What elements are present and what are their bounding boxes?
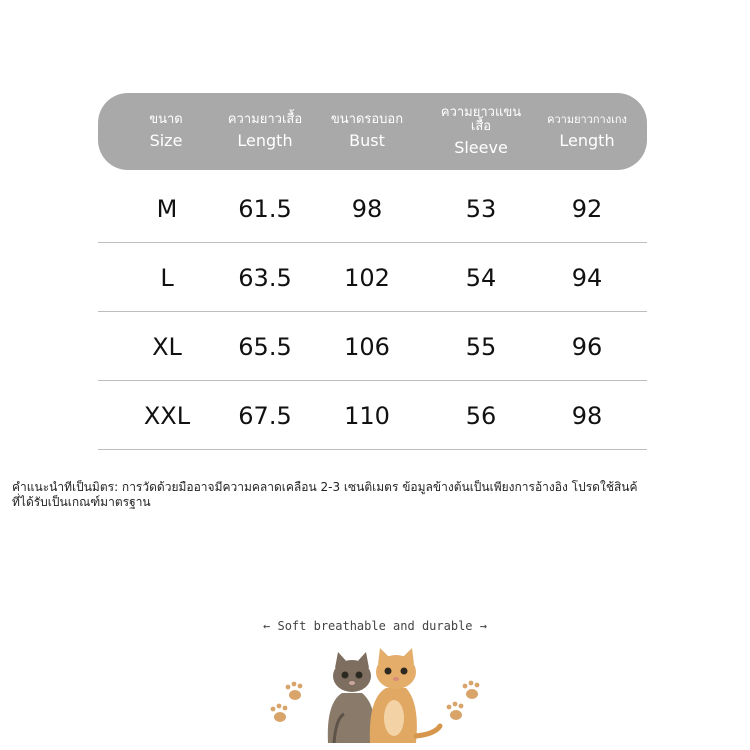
header-pants-length-en: Length [559, 130, 615, 150]
cell-size: XXL [143, 402, 191, 430]
cell-length: 67.5 [238, 402, 292, 430]
table-row [98, 313, 647, 381]
header-bust-en: Bust [349, 130, 385, 150]
row-divider [98, 242, 647, 243]
cell-length: 65.5 [238, 333, 292, 361]
header-size-th: ขนาด [149, 111, 183, 127]
cell-pants-length: 94 [571, 264, 603, 292]
header-sleeve-en: Sleeve [454, 137, 508, 157]
size-table-header [98, 93, 647, 170]
row-divider [98, 449, 647, 450]
cell-sleeve: 54 [465, 264, 497, 292]
header-bust [312, 93, 422, 170]
cell-pants-length: 96 [571, 333, 603, 361]
header-pants-length [532, 93, 642, 170]
table-row [98, 244, 647, 312]
cell-size: M [156, 195, 178, 223]
cell-pants-length: 98 [571, 402, 603, 430]
note-line-1: คำแนะนำที่เป็นมิตร: การวัดด้วยมืออาจมีความคลาดเคลื่อน 2-3 เซนติเมตร ข้อมูลข้างต้นเป็นเพียงการอ้างอิง โปรดใช้สินค้ [12, 480, 638, 494]
header-size-en: Size [149, 130, 183, 150]
paw-icon [271, 682, 303, 722]
header-sleeve-th: ความยาวแขนเสื้อ [440, 104, 522, 134]
cell-sleeve: 53 [465, 195, 497, 223]
tagline: ← Soft breathable and durable → [263, 619, 487, 633]
header-bust-th: ขนาดรอบอก [330, 111, 404, 127]
header-size [111, 93, 221, 170]
cell-sleeve: 56 [465, 402, 497, 430]
cell-pants-length: 92 [571, 195, 603, 223]
paw-icon [447, 681, 480, 720]
cell-bust: 102 [344, 264, 390, 292]
cell-sleeve: 55 [465, 333, 497, 361]
cell-bust: 98 [351, 195, 383, 223]
table-row [98, 175, 647, 243]
gray-kitten-icon [328, 652, 375, 743]
header-length-en: Length [237, 130, 293, 150]
cell-bust: 106 [344, 333, 390, 361]
cell-size: L [160, 264, 174, 292]
cell-bust: 110 [344, 402, 390, 430]
header-length [210, 93, 320, 170]
row-divider [98, 311, 647, 312]
header-length-th: ความยาวเสื้อ [227, 111, 303, 127]
cell-length: 61.5 [238, 195, 292, 223]
cats-illustration [260, 648, 490, 743]
cell-length: 63.5 [238, 264, 292, 292]
header-sleeve [426, 93, 536, 170]
table-row [98, 382, 647, 450]
cell-size: XL [152, 333, 182, 361]
header-pants-length-th: ความยาวกางเกง [547, 112, 627, 126]
note-line-2: ที่ได้รับเป็นเกณฑ์มาตรฐาน [12, 495, 151, 509]
measurement-note [12, 480, 750, 510]
orange-kitten-icon [370, 648, 440, 743]
row-divider [98, 380, 647, 381]
